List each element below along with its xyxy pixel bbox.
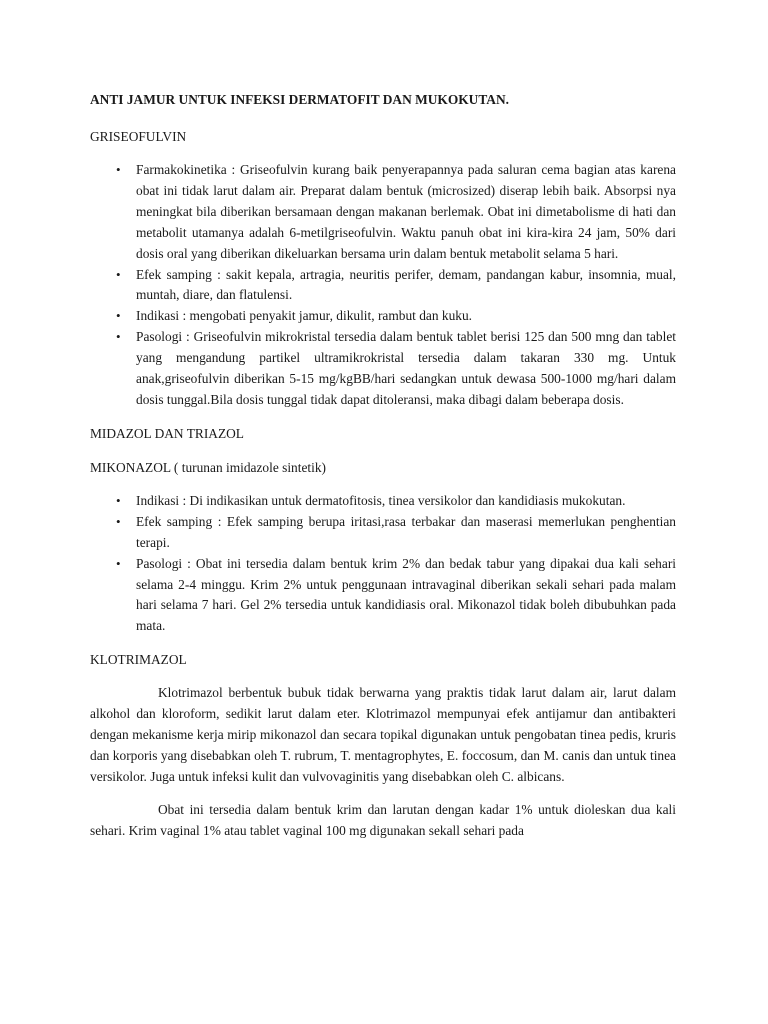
list-item: • Indikasi : mengobati penyakit jamur, dikulit, rambut dan kuku. [90, 306, 676, 327]
list-item: • Efek samping : sakit kepala, artragia, neuritis perifer, demam, pandangan kabur, insomnia, mual, muntah, diare, dan flatulensi. [90, 265, 676, 307]
spacer [90, 479, 676, 491]
list-item: • Indikasi : Di indikasikan untuk dermatofitosis, tinea versikolor dan kandidiasis mukokutan. [90, 491, 676, 512]
spacer [90, 671, 676, 683]
spacer [90, 445, 676, 458]
document-title: ANTI JAMUR UNTUK INFEKSI DERMATOFIT DAN MUKOKUTAN. [90, 92, 509, 107]
document-page [90, 90, 676, 842]
spacer [90, 637, 676, 650]
heading-midazol-triazol: MIDAZOL DAN TRIAZOL [90, 425, 244, 441]
mikonazol-bullet-list [90, 491, 676, 637]
list-item: • Pasologi : Griseofulvin mikrokristal tersedia dalam bentuk tablet berisi 125 dan 500 mng dan tablet yang mengandung partikel ultramikrokristal tersedia dalam takaran 330 mg. Untuk anak,griseofulvin diberikan 5-15 mg/kgBB/hari sedangkan untuk dewasa 500-1000 mg/hari dalam dosis tunggal.Bila dosis tunggal tidak dapat ditoleransi, maka dibagi dalam beberapa dosis. [90, 327, 676, 411]
klotrimazol-paragraph: Obat ini tersedia dalam bentuk krim dan larutan dengan kadar 1% untuk dioleskan dua kali sehari. Krim vaginal 1% atau tablet vaginal 100 mg digunakan sekall sehari pada [90, 801, 676, 838]
list-item: • Efek samping : Efek samping berupa iritasi,rasa terbakar dan maserasi memerlukan penghentian terapi. [90, 512, 676, 554]
spacer [90, 111, 676, 127]
griseofulvin-bullet-list [90, 160, 676, 411]
klotrimazol-paragraph: Klotrimazol berbentuk bubuk tidak berwarna yang praktis tidak larut dalam air, larut dalam alkohol dan kloroform, sedikit larut dalam eter. Klotrimazol mempunyai efek antijamur dan antibakteri dengan mekanisme kerja mirip mikonazol dan secara topikal digunakan untuk pengobatan tinea pedis, kruris dan korporis yang disebabkan oleh T. rubrum, T. mentagrophytes, E. foccosum, dan M. canis dan untuk tinea versikolor. Juga untuk infeksi kulit dan vulvovaginitis yang disebabkan oleh C. albicans. [90, 685, 676, 784]
list-item: • Farmakokinetika : Griseofulvin kurang baik penyerapannya pada saluran cema bagian atas karena obat ini tidak larut dalam air. Preparat dalam bentuk (microsized) diserap lebih baik. Absorpsi nya meningkat bila diberikan bersamaan dengan makanan berlemak. Obat ini dimetabolisme di hati dan metabolit utamanya adalah 6-metilgriseofulvin. Waktu panuh obat ini kira-kira 24 jam, 50% dari dosis oral yang diberikan dikeluarkan bersama urin dalam bentuk metabolit selama 5 hari. [90, 160, 676, 265]
list-item: • Pasologi : Obat ini tersedia dalam bentuk krim 2% dan bedak tabur yang dipakai dua kali sehari selama 2-4 minggu. Krim 2% untuk penggunaan intravaginal diberikan sekali sehari pada malam hari selama 7 hari. Gel 2% tersedia untuk kandidiasis oral. Mikonazol tidak boleh dibubuhkan pada mata. [90, 554, 676, 638]
spacer [90, 148, 676, 160]
heading-klotrimazol: KLOTRIMAZOL [90, 652, 187, 668]
heading-griseofulvin: GRISEOFULVIN [90, 129, 187, 144]
spacer [90, 788, 676, 800]
heading-mikonazol: MIKONAZOL ( turunan imidazole sintetik) [90, 459, 327, 475]
spacer [90, 411, 676, 424]
